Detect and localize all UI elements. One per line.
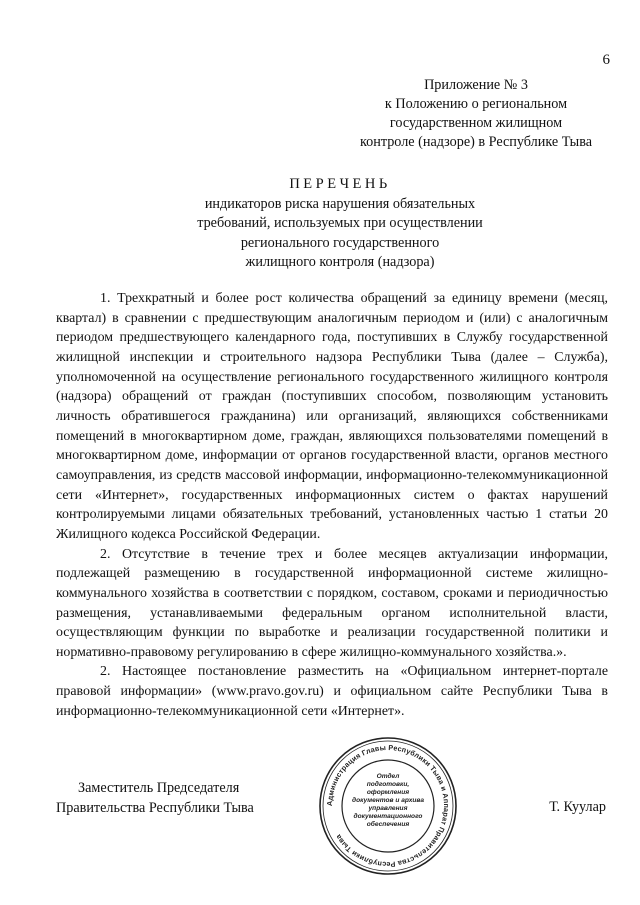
signature-position-line: Правительства Республики Тыва [56,799,254,816]
seal-inner-line: оформления [366,789,410,796]
heading-subtitle-line: требований, используемых при осуществлении [197,215,483,231]
heading-subtitle-line: индикаторов риска нарушения обязательных [204,195,476,212]
seal-inner-line: документов и архива [352,797,424,804]
seal-inner-line: Отдел [376,773,400,780]
signature-position [56,779,254,818]
seal-inner-line: управления [368,805,408,812]
appendix-line: контроле (надзоре) в Республике Тыва [359,134,593,150]
signature-position-line: Заместитель Председателя [78,780,240,796]
seal-outer-text: Администрация Главы Республики Тыва и Аппарат Правительства Республики Тыва [324,742,452,870]
seal-icon [318,736,458,876]
official-seal-stamp [318,736,458,876]
page-number: 6 [602,52,610,68]
heading-title: ПЕРЕЧЕНЬ [289,176,391,192]
document-body [56,289,608,721]
seal-inner-line: документационного [353,813,423,820]
appendix-reference [342,76,610,152]
appendix-line: государственном жилищном [389,115,563,131]
document-heading [150,175,530,273]
seal-inner-line: подготовки, [366,781,410,788]
paragraph: 2. Отсутствие в течение трех и более месяцев актуализации информации, подлежащей размещению в государственной информационной системе жилищно-коммунального хозяйства в соответствии с порядком, составом, сроками и периодичностью размещения, устанавливаемыми федеральным органом исполнительной власти, осуществляющим функции по выработке и реализации государственной политики и нормативно-правовому регулированию в сфере жилищно-коммунального хозяйства.». [56,546,608,660]
signer-name: Т. Куулар [549,799,606,815]
paragraph: 2. Настоящее постановление разместить на «Официальном интернет-портале правовой информации» (www.pravo.gov.ru) и официальном сайте Республики Тыва в информационно-телекоммуникационной сети «Интернет». [56,664,608,719]
heading-subtitle-line: регионального государственного [240,234,440,251]
appendix-line: Приложение № 3 [424,77,528,93]
appendix-line: к Положению о региональном [384,96,568,112]
heading-subtitle-line: жилищного контроля (надзора) [245,254,435,270]
seal-inner-line: обеспечения [366,821,410,828]
paragraph: 1. Трехкратный и более рост количества обращений за единицу времени (месяц, квартал) в сравнении с предшествующим аналогичным периодом и (или) с аналогичным периодом предшествующего календарного года, поступивших в Службу государственной жилищной инспекции и строительного надзора Республики Тыва (далее – Служба), уполномоченной на осуществление регионального государственного жилищного контроля (надзора) обращений от граждан (поступивших способом, позволяющим установить личность обратившегося гражданина) или организаций, являющихся собственниками помещений в многоквартирном доме, граждан, являющихся пользователями помещений в многоквартирном доме, информации от органов государственной власти, органов местного самоуправления, из средств массовой информации, информационно-телекоммуникационной сети «Интернет», государственных информационных систем о фактах нарушений контролируемыми лицами обязательных требований, установленных частью 1 статьи 20 Жилищного кодекса Российской Федерации. [56,291,608,542]
